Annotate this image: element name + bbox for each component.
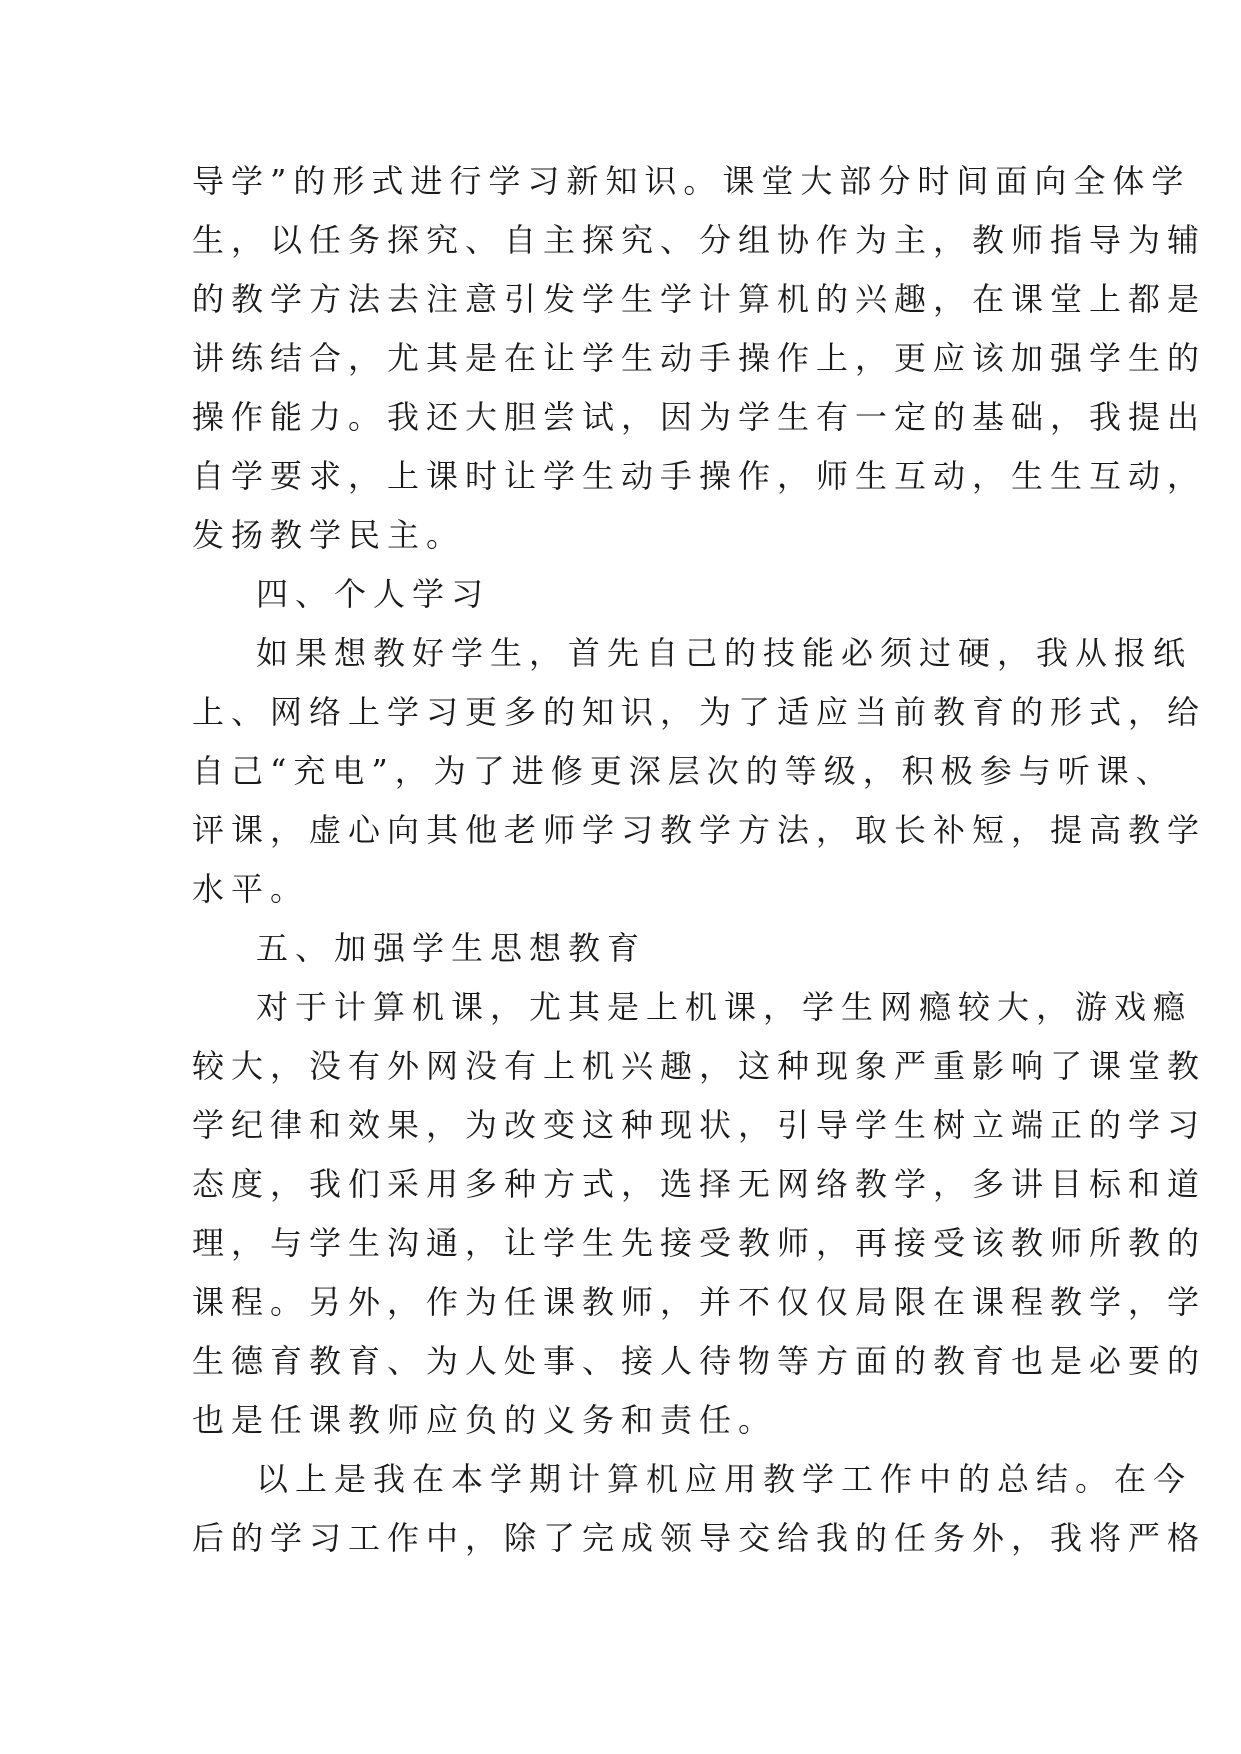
text-line: 评课，虚心向其他老师学习教学方法，取长补短，提高教学 — [192, 811, 1207, 849]
text-line: 较大，没有外网没有上机兴趣，这种现象严重影响了课堂教 — [192, 1047, 1207, 1085]
text-line: 生，以任务探究、自主探究、分组协作为主，教师指导为辅 — [192, 221, 1207, 259]
document-body — [192, 152, 1207, 1568]
text-line: 发扬教学民主。 — [192, 516, 466, 554]
text-line: 课程。另外，作为任课教师，并不仅仅局限在课程教学，学 — [192, 1283, 1207, 1321]
text-line: 自学要求，上课时让学生动手操作，师生互动，生生互动， — [192, 457, 1207, 495]
text-line: 学纪律和效果，为改变这种现状，引导学生树立端正的学习 — [192, 1106, 1207, 1144]
text-line: 以上是我在本学期计算机应用教学工作中的总结。在今 — [256, 1460, 1193, 1498]
text-line: 自己“充电”，为了进修更深层次的等级，积极参与听课、 — [192, 752, 1175, 790]
text-line: 上、网络上学习更多的知识，为了适应当前教育的形式，给 — [192, 693, 1207, 731]
text-line: 水平。 — [192, 870, 310, 908]
text-line: 的教学方法去注意引发学生学计算机的兴趣，在课堂上都是 — [192, 280, 1207, 318]
section-heading: 五、加强学生思想教育 — [256, 929, 647, 967]
text-line: 也是任课教师应负的义务和责任。 — [192, 1401, 778, 1439]
text-line: 理，与学生沟通，让学生先接受教师，再接受该教师所教的 — [192, 1224, 1207, 1262]
text-line: 讲练结合，尤其是在让学生动手操作上，更应该加强学生的 — [192, 339, 1207, 377]
text-line: 导学”的形式进行学习新知识。课堂大部分时间面向全体学 — [192, 162, 1191, 200]
section-heading: 四、个人学习 — [256, 575, 491, 613]
text-line: 后的学习工作中，除了完成领导交给我的任务外，我将严格 — [192, 1519, 1207, 1557]
text-line: 对于计算机课，尤其是上机课，学生网瘾较大，游戏瘾 — [256, 988, 1193, 1026]
text-line: 操作能力。我还大胆尝试，因为学生有一定的基础，我提出 — [192, 398, 1207, 436]
text-line: 生德育教育、为人处事、接人待物等方面的教育也是必要的 — [192, 1342, 1207, 1380]
text-line: 如果想教好学生，首先自己的技能必须过硬，我从报纸 — [256, 634, 1193, 672]
text-line: 态度，我们采用多种方式，选择无网络教学，多讲目标和道 — [192, 1165, 1207, 1203]
